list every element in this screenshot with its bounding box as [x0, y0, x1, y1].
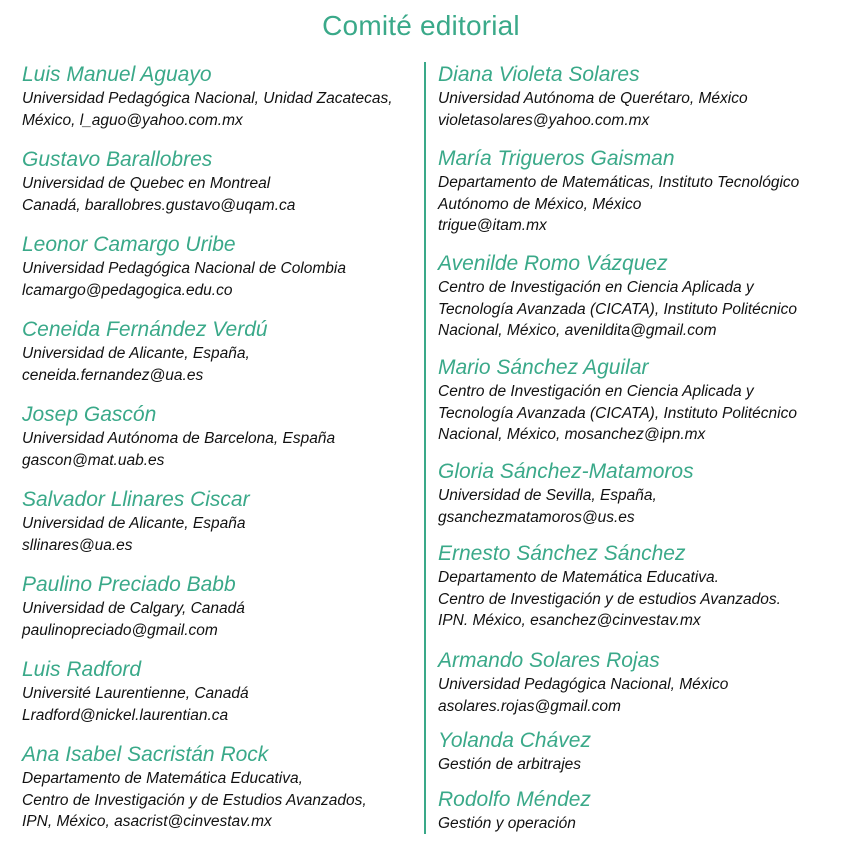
member-affiliation: Université Laurentienne, Canadá: [22, 685, 249, 702]
member-affiliation: sllinares@ua.es: [22, 536, 133, 554]
member-affiliation: Gestión y operación: [438, 815, 576, 832]
member-name: Salvador Llinares Ciscar: [22, 488, 250, 511]
member-affiliation: Universidad Pedagógica Nacional, México: [438, 676, 729, 693]
member-entry: [22, 232, 346, 301]
member-affiliation: Nacional, México, avenildita@gmail.com: [438, 322, 717, 339]
member-name: Luis Radford: [22, 658, 142, 681]
member-name: Paulino Preciado Babb: [22, 573, 236, 596]
member-entry: [22, 62, 393, 131]
member-name: María Trigueros Gaisman: [438, 147, 675, 170]
member-affiliation: Gestión de arbitrajes: [438, 756, 582, 773]
member-affiliation: Autónomo de México, México: [438, 195, 642, 213]
member-name: Yolanda Chávez: [438, 729, 591, 752]
member-affiliation: Universidad Autónoma de Barcelona, España: [22, 430, 336, 447]
member-name: Josep Gascón: [22, 403, 157, 426]
member-name: Armando Solares Rojas: [438, 649, 660, 672]
member-entry: [438, 728, 591, 776]
member-entry: [438, 146, 799, 237]
member-name: Ernesto Sánchez Sánchez: [438, 542, 686, 565]
member-affiliation: paulinopreciado@gmail.com: [22, 621, 218, 639]
member-entry: [438, 355, 797, 446]
member-affiliation: gsanchezmatamoros@us.es: [438, 508, 635, 526]
member-entry: [22, 572, 245, 641]
member-affiliation: Canadá, barallobres.gustavo@uqam.ca: [22, 196, 296, 214]
member-entry: [22, 317, 268, 386]
member-name: Mario Sánchez Aguilar: [438, 356, 649, 379]
member-affiliation: Departamento de Matemática Educativa,: [22, 770, 303, 787]
member-entry: [22, 742, 367, 833]
member-name: Ceneida Fernández Verdú: [22, 318, 268, 341]
member-name: Leonor Camargo Uribe: [22, 233, 236, 256]
member-affiliation: Centro de Investigación en Ciencia Aplicada y: [438, 383, 754, 400]
member-entry: [438, 459, 694, 528]
member-affiliation: trigue@itam.mx: [438, 217, 547, 234]
member-affiliation: Universidad de Calgary, Canadá: [22, 600, 245, 617]
member-affiliation: Universidad de Quebec en Montreal: [22, 175, 271, 192]
member-entry: [22, 657, 249, 726]
member-affiliation: Tecnología Avanzada (CICATA), Instituto Politécnico: [438, 300, 797, 318]
member-name: Avenilde Romo Vázquez: [438, 252, 668, 275]
member-affiliation: Universidad de Alicante, España,: [22, 345, 250, 362]
member-affiliation: asolares.rojas@gmail.com: [438, 697, 621, 715]
member-affiliation: Centro de Investigación y de Estudios Avanzados,: [22, 791, 367, 809]
member-affiliation: Lradford@nickel.laurentian.ca: [22, 706, 229, 724]
member-affiliation: Tecnología Avanzada (CICATA), Instituto Politécnico: [438, 404, 797, 422]
member-entry: [22, 147, 295, 216]
member-affiliation: Universidad de Alicante, España: [22, 515, 246, 532]
member-entry: [438, 251, 797, 342]
member-affiliation: Departamento de Matemática Educativa.: [438, 569, 719, 586]
member-affiliation: ceneida.fernandez@ua.es: [22, 366, 204, 384]
member-affiliation: Universidad Pedagógica Nacional, Unidad Zacatecas,: [22, 90, 393, 107]
member-entry: [438, 541, 781, 632]
member-affiliation: IPN, México, asacrist@cinvestav.mx: [22, 813, 272, 830]
member-name: Diana Violeta Solares: [438, 63, 640, 86]
member-entry: [438, 787, 591, 835]
column-divider: [424, 62, 426, 834]
member-affiliation: Universidad Pedagógica Nacional de Colombia: [22, 260, 346, 277]
member-affiliation: Centro de Investigación y de estudios Avanzados.: [438, 590, 781, 608]
member-affiliation: Departamento de Matemáticas, Instituto Tecnológico: [438, 174, 800, 191]
member-entry: [22, 402, 335, 471]
member-entry: [438, 648, 728, 717]
member-affiliation: lcamargo@pedagogica.edu.co: [22, 281, 233, 299]
member-name: Rodolfo Méndez: [438, 788, 591, 811]
member-affiliation: Universidad Autónoma de Querétaro, México: [438, 90, 748, 107]
member-affiliation: Universidad de Sevilla, España,: [438, 487, 657, 504]
member-name: Gustavo Barallobres: [22, 148, 213, 171]
member-entry: [22, 487, 250, 556]
member-affiliation: IPN. México, esanchez@cinvestav.mx: [438, 612, 701, 629]
page-title: Comité editorial: [322, 10, 520, 41]
member-name: Luis Manuel Aguayo: [22, 63, 212, 86]
member-affiliation: gascon@mat.uab.es: [22, 451, 165, 469]
member-affiliation: Nacional, México, mosanchez@ipn.mx: [438, 426, 706, 443]
member-name: Gloria Sánchez-Matamoros: [438, 460, 694, 483]
member-affiliation: México, l_aguo@yahoo.com.mx: [22, 111, 243, 129]
member-affiliation: violetasolares@yahoo.com.mx: [438, 111, 650, 129]
member-entry: [438, 62, 748, 131]
member-affiliation: Centro de Investigación en Ciencia Aplicada y: [438, 279, 754, 296]
member-name: Ana Isabel Sacristán Rock: [22, 743, 269, 766]
